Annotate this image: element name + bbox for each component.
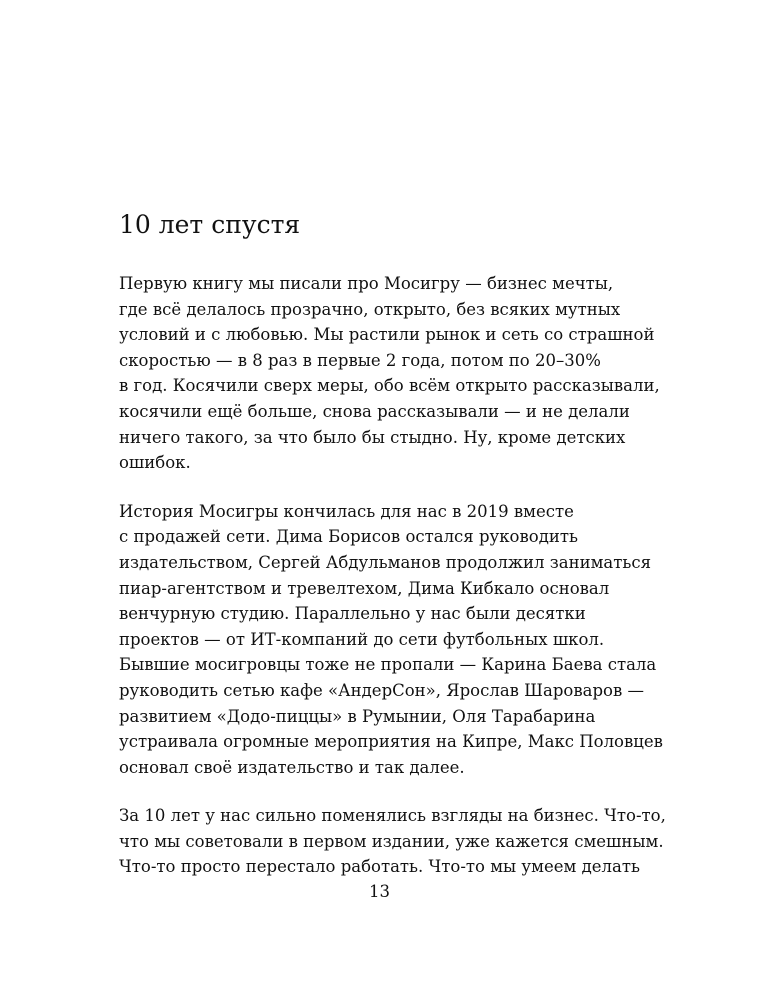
text-line: Бывшие мосигровцы тоже не пропали — Карина Баева стала [119, 655, 657, 675]
paragraph [119, 271, 659, 476]
paragraph [119, 499, 663, 781]
text-line: устраивала огромные мероприятия на Кипре, Макс Половцев [119, 732, 663, 752]
text-line: пиар-агентством и тревелтехом, Дима Кибкало основал [119, 578, 610, 598]
text-line: развитием «Додо-пиццы» в Румынии, Оля Тарабарина [119, 706, 596, 726]
text-line: руководить сетью кафе «АндерСон», Ярослав Шароваров — [119, 680, 645, 700]
text-line: условий и с любовью. Мы растили рынок и сеть со страшной [119, 325, 655, 345]
text-line: скоростью — в 8 раз в первые 2 года, потом по 20–30% [119, 350, 601, 370]
text-line: ничего такого, за что было бы стыдно. Ну, кроме детских [119, 427, 626, 447]
text-line: в год. Косячили сверх меры, обо всём открыто рассказывали, [119, 376, 660, 396]
text-line: основал своё издательство и так далее. [119, 757, 465, 777]
text-line: где всё делалось прозрачно, открыто, без всяких мутных [119, 299, 621, 319]
text-line: с продажей сети. Дима Борисов остался руководить [119, 527, 578, 547]
text-line: За 10 лет у нас сильно поменялись взгляды на бизнес. Что-то, [119, 806, 666, 826]
text-line: Что-то просто перестало работать. Что-то мы умеем делать [119, 857, 640, 877]
text-line: издательством, Сергей Абдульманов продолжил заниматься [119, 552, 652, 572]
text-line: Первую книгу мы писали про Мосигру — бизнес мечты, [119, 274, 614, 293]
page-number: 13 [369, 882, 390, 901]
text-line: косячили ещё больше, снова рассказывали — и не делали [119, 401, 630, 421]
text-line: что мы советовали в первом издании, уже кажется смешным. [119, 831, 664, 851]
chapter-title: 10 лет спустя [119, 210, 301, 239]
text-line: проектов — от ИТ-компаний до сети футбольных школ. [119, 629, 605, 649]
text-line: венчурную студию. Параллельно у нас были десятки [119, 604, 586, 624]
paragraph [119, 803, 666, 880]
text-line: ошибок. [119, 453, 191, 473]
text-line: История Мосигры кончилась для нас в 2019 вместе [119, 501, 574, 521]
body-text [119, 271, 666, 903]
